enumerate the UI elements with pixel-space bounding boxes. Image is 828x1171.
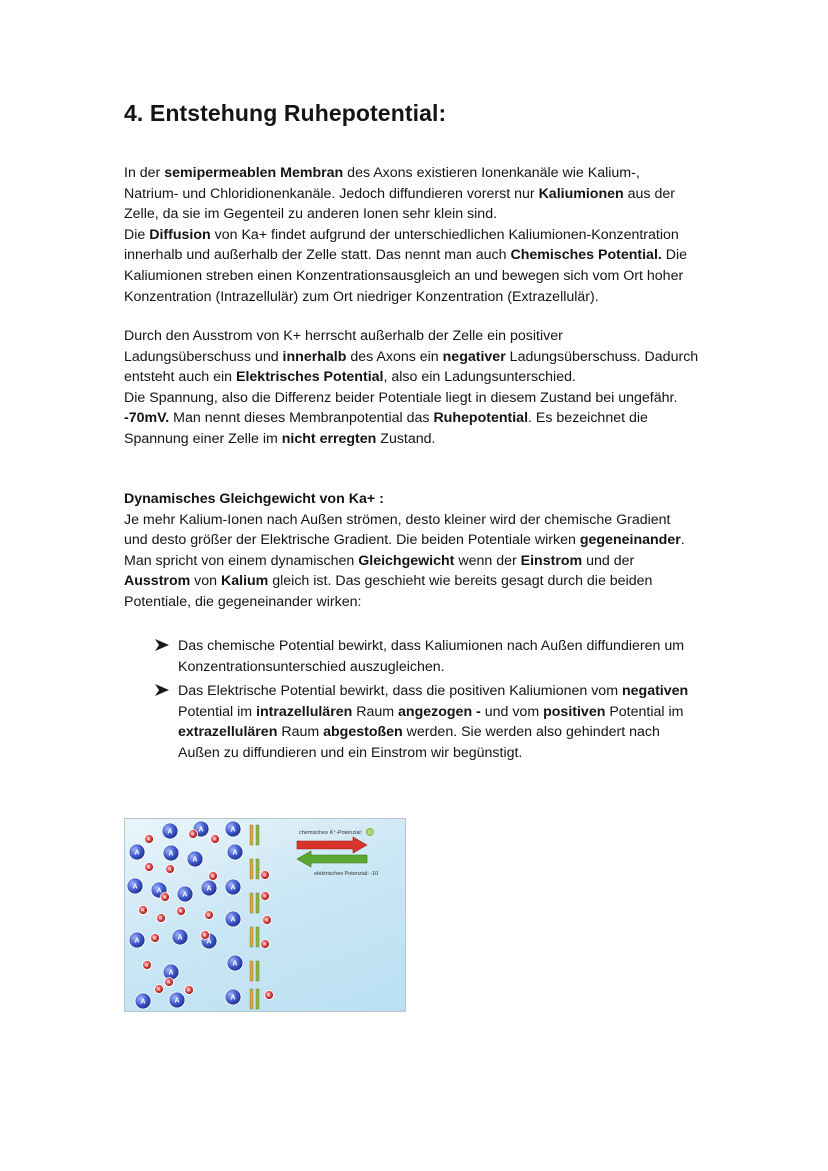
svg-text:A: A (230, 916, 236, 924)
text-line: Die Diffusion von Ka+ findet aufgrund der unterschiedlichen Kaliumionen-Konzentration (124, 226, 679, 243)
text-line: -70mV. Man nennt dieses Membranpotential das Ruhepotential. Es bezeichnet die (124, 410, 648, 427)
potassium-ion (177, 907, 186, 916)
potassium-ion (261, 940, 270, 949)
svg-text:K: K (157, 986, 161, 992)
svg-text:K: K (263, 941, 267, 947)
svg-text:K: K (163, 894, 167, 900)
svg-text:K: K (147, 864, 151, 870)
text-line: Konzentration (Intrazellulär) zum Ort niedriger Konzentration (Extrazellulär). (124, 288, 599, 305)
page-title: 4. Entstehung Ruhepotential: (124, 100, 447, 126)
svg-text:K: K (159, 915, 163, 921)
svg-text:A: A (140, 998, 146, 1006)
svg-text:K: K (153, 935, 157, 941)
potassium-ion (165, 978, 174, 987)
ion-channel (250, 927, 259, 947)
svg-text:A: A (134, 937, 140, 945)
text-line: Potential im intrazellulären Raum angezogen - und vom positiven Potential im (178, 703, 684, 720)
right-arrow-icon (297, 837, 367, 853)
potassium-ion (263, 916, 272, 925)
svg-text:A: A (230, 884, 236, 892)
text-line: Kaliumionen streben einen Konzentrationsausgleich an und bewegen sich vom Ort hoher (124, 267, 684, 284)
anion-particle (225, 911, 241, 927)
svg-text:A: A (232, 849, 238, 857)
anion-particle (227, 844, 243, 860)
potassium-ion (261, 892, 270, 901)
potassium-ion (189, 830, 198, 839)
potassium-ion (209, 872, 218, 881)
svg-text:A: A (156, 887, 162, 895)
electrical-potential-arrow (297, 851, 378, 877)
svg-text:A: A (230, 994, 236, 1002)
potassium-ion (205, 911, 214, 920)
ion-diagram (125, 819, 406, 1012)
chemical-potential-value: 10 (367, 830, 373, 836)
potassium-ion (151, 934, 160, 943)
paragraph-potential (124, 326, 734, 450)
text-line: entsteht auch ein Elektrisches Potential, also ein Ladungsunterschied. (124, 369, 576, 386)
section-heading: Dynamisches Gleichgewicht von Ka+ : (124, 491, 384, 507)
electrical-potential-label: elektrisches Potenzial: -10 (314, 871, 379, 877)
svg-text:A: A (206, 885, 212, 893)
ion-diffusion-figure (124, 818, 406, 1012)
potassium-ion (155, 985, 164, 994)
text-line: Spannung einer Zelle im nicht erregten Zustand. (124, 430, 436, 447)
bullet-item-chemical (154, 636, 734, 677)
anion-particle (129, 932, 145, 948)
anion-particle (225, 989, 241, 1005)
text-line: Außen zu diffundieren und ein Einstrom wir begünstigt. (178, 744, 523, 761)
potassium-ion (139, 906, 148, 915)
text-line: Natrium- und Chloridionenkanäle. Jedoch diffundieren vorerst nur Kaliumionen aus der (124, 185, 675, 202)
svg-text:K: K (207, 912, 211, 918)
svg-text:K: K (168, 866, 172, 872)
anion-particle (162, 823, 178, 839)
ion-channel (250, 989, 259, 1009)
anion-particle (163, 845, 179, 861)
svg-text:K: K (167, 979, 171, 985)
anion-particle (177, 886, 193, 902)
text-line: Das chemische Potential bewirkt, dass Kaliumionen nach Außen diffundieren um (178, 638, 685, 654)
text-line: Zelle, da sie im Gegenteil zu anderen Ionen sehr klein sind. (124, 206, 498, 223)
svg-text:A: A (134, 849, 140, 857)
svg-text:K: K (141, 907, 145, 913)
bullet-list (154, 636, 734, 768)
membrane (250, 825, 259, 1009)
left-arrow-icon (297, 851, 367, 867)
svg-text:A: A (132, 883, 138, 891)
svg-text:K: K (213, 836, 217, 842)
potassium-ion (145, 863, 154, 872)
text-line: Die Spannung, also die Differenz beider Potentiale liegt in diesem Zustand bei ungefähr. (124, 389, 678, 406)
anion-particle (225, 879, 241, 895)
potassium-ion (261, 871, 270, 880)
svg-text:K: K (145, 962, 149, 968)
text-line: Ausstrom von Kalium gleich ist. Das geschieht wie bereits gesagt durch die beiden (124, 573, 653, 590)
anion-particle (129, 844, 145, 860)
svg-text:K: K (179, 908, 183, 914)
svg-text:A: A (232, 960, 238, 968)
potassium-ion (143, 961, 152, 970)
chemical-potential-arrow (297, 828, 374, 853)
potassium-ion (185, 986, 194, 995)
arrow-bullet-icon (154, 638, 170, 652)
anion-particle (135, 993, 151, 1009)
text-line: Potentiale, die gegeneinander wirken: (124, 593, 362, 610)
potassium-ion (201, 931, 210, 940)
svg-text:A: A (168, 850, 174, 858)
potassium-ion (265, 991, 274, 1000)
anion-particle (227, 955, 243, 971)
svg-text:K: K (147, 836, 151, 842)
svg-text:A: A (168, 969, 174, 977)
text-line: Das Elektrische Potential bewirkt, dass die positiven Kaliumionen vom negativen (178, 683, 689, 700)
arrow-bullet-icon (154, 683, 170, 697)
text-line: Durch den Ausstrom von K+ herrscht außerhalb der Zelle ein positiver (124, 328, 563, 344)
paragraph-equilibrium (124, 489, 734, 613)
text-line: und desto größer der Elektrische Gradient. Die beiden Potentiale wirken gegeneinander. (124, 532, 685, 549)
svg-text:A: A (230, 826, 236, 834)
svg-text:K: K (211, 873, 215, 879)
anion-particle (201, 880, 217, 896)
text-line: Man spricht von einem dynamischen Gleichgewicht wenn der Einstrom und der (124, 552, 635, 569)
text-line: innerhalb und außerhalb der Zelle statt. Das nennt man auch Chemisches Potential. Die (124, 247, 688, 264)
svg-text:K: K (265, 917, 269, 923)
svg-text:A: A (177, 934, 183, 942)
potassium-ion (211, 835, 220, 844)
ion-channel (250, 893, 259, 913)
bullet-item-electrical (154, 681, 734, 763)
svg-text:K: K (187, 987, 191, 993)
anion-particle (127, 878, 143, 894)
svg-text:A: A (182, 891, 188, 899)
svg-text:K: K (263, 893, 267, 899)
svg-text:A: A (198, 826, 204, 834)
svg-text:K: K (267, 992, 271, 998)
svg-text:A: A (167, 828, 173, 836)
ion-channel (250, 859, 259, 879)
anion-particle (187, 851, 203, 867)
anion-particle (169, 992, 185, 1008)
svg-text:A: A (192, 856, 198, 864)
svg-text:A: A (174, 997, 180, 1005)
anion-particle (225, 821, 241, 837)
text-line: Ladungsüberschuss und innerhalb des Axons ein negativer Ladungsüberschuss. Dadurch (124, 348, 699, 365)
text-line: extrazellulären Raum abgestoßen werden. Sie werden also gehindert nach (178, 724, 660, 741)
svg-text:A: A (206, 938, 212, 946)
potassium-ion (161, 893, 170, 902)
ion-channel (250, 961, 259, 981)
svg-text:K: K (191, 831, 195, 837)
potassium-ion (166, 865, 175, 874)
text-line: Konzentrationsunterschied auszugleichen. (178, 658, 445, 675)
text-line: In der semipermeablen Membran des Axons existieren Ionenkanäle wie Kalium-, (124, 165, 640, 181)
text-line: Je mehr Kalium-Ionen nach Außen strömen, desto kleiner wird der chemische Gradient (124, 511, 671, 528)
ion-channel (250, 825, 259, 845)
anion-particle (172, 929, 188, 945)
potassium-ion (157, 914, 166, 923)
potassium-ion (145, 835, 154, 844)
svg-text:K: K (203, 932, 207, 938)
svg-text:K: K (263, 872, 267, 878)
chemical-potential-label: chemisches K⁺-Potenzial: (299, 830, 363, 836)
paragraph-membrane (124, 163, 734, 307)
